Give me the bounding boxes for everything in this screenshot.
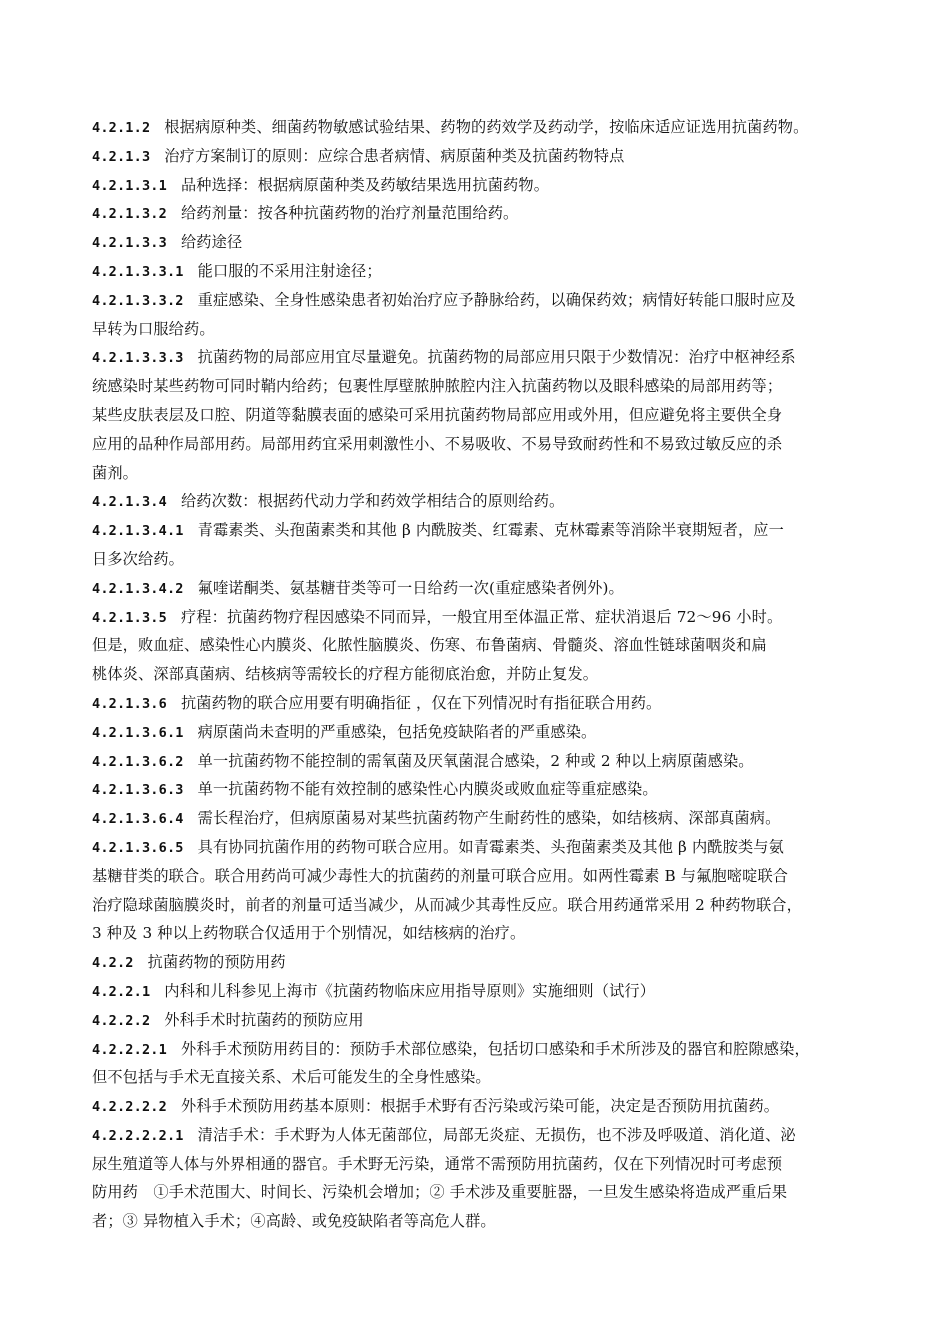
- line-text: 重症感染、全身性感染患者初始治疗应予静脉给药，以确保药效；病情好转能口服时应及: [197, 290, 796, 309]
- text-line: [92, 1006, 872, 1035]
- document-body: [92, 113, 872, 1236]
- line-text: 基糖苷类的联合。联合用药尚可减少毒性大的抗菌药的剂量可联合应用。如两性霉素 B 与氟胞嘧啶联合: [92, 866, 789, 885]
- line-text: 抗菌药物的局部应用宜尽量避免。抗菌药物的局部应用只限于少数情况：治疗中枢神经系: [197, 348, 796, 367]
- text-line: [92, 891, 872, 920]
- line-text: 外科手术预防用药基本原则：根据手术野有否污染或污染可能，决定是否预防用抗菌药。: [180, 1097, 780, 1116]
- text-line: [92, 862, 872, 891]
- line-text: 但是，败血症、感染性心内膜炎、化脓性脑膜炎、伤寒、布鲁菌病、骨髓炎、溶血性链球菌咽炎和扁: [92, 636, 767, 655]
- line-text: 氟喹诺酮类、氨基糖苷类等可一日给药一次(重症感染者例外)。: [197, 578, 624, 597]
- line-text: 日多次给药。: [92, 549, 185, 568]
- section-number: 4.2.1.3.4.2: [92, 580, 184, 597]
- text-line: [92, 286, 872, 315]
- line-text: 给药次数：根据药代动力学和药效学相结合的原则给药。: [180, 492, 565, 511]
- line-text: 桃体炎、深部真菌病、结核病等需较长的疗程方能彻底治愈，并防止复发。: [92, 665, 599, 684]
- section-number: 4.2.1.3.6.3: [92, 782, 184, 799]
- text-line: [92, 919, 872, 948]
- section-number: 4.2.1.3.6.4: [92, 811, 184, 828]
- line-text: 需长程治疗，但病原菌易对某些抗菌药物产生耐药性的感染，如结核病、深部真菌病。: [197, 809, 781, 828]
- text-line: [92, 372, 872, 401]
- line-text: 尿生殖道等人体与外界相通的器官。手术野无污染，通常不需预防用抗菌药，仅在下列情况时可考虑预: [92, 1154, 783, 1173]
- line-text: 菌剂。: [92, 463, 139, 482]
- line-text: 疗程：抗菌药物疗程因感染不同而异，一般宜用至体温正常、症状消退后 72～96 小时。: [180, 607, 783, 626]
- text-line: [92, 228, 872, 257]
- line-text: 治疗方案制订的原则：应综合患者病情、病原菌种类及抗菌药物特点: [164, 146, 625, 165]
- text-line: [92, 1178, 872, 1207]
- text-line: [92, 631, 872, 660]
- line-text: 给药途径: [180, 233, 243, 252]
- text-line: [92, 545, 872, 574]
- section-number: 4.2.1.3.4.1: [92, 523, 184, 540]
- text-line: [92, 257, 872, 286]
- section-number: 4.2.1.3.3.1: [92, 263, 184, 280]
- text-line: [92, 689, 872, 718]
- line-text: 者；③ 异物植入手术；④高龄、或免疫缺陷者等高危人群。: [92, 1212, 496, 1231]
- text-line: [92, 113, 872, 142]
- text-line: [92, 516, 872, 545]
- section-number: 4.2.1.3.3.2: [92, 292, 184, 309]
- line-text: 具有协同抗菌作用的药物可联合应用。如青霉素类、头孢菌素类及其他 β 内酰胺类与氨: [197, 837, 784, 856]
- section-number: 4.2.1.3: [92, 148, 151, 165]
- text-line: [92, 1207, 872, 1236]
- section-number: 4.2.2.2: [92, 1012, 151, 1029]
- section-number: 4.2.1.3.6.2: [92, 753, 184, 770]
- line-text: 单一抗菌药物不能有效控制的感染性心内膜炎或败血症等重症感染。: [197, 780, 658, 799]
- line-text: 统感染时某些药物可同时鞘内给药；包裹性厚壁脓肿脓腔内注入抗菌药物以及眼科感染的局部用药等；: [92, 377, 783, 396]
- section-number: 4.2.1.3.6.5: [92, 839, 184, 856]
- text-line: [92, 804, 872, 833]
- line-text: 早转为口服给药。: [92, 319, 215, 338]
- text-line: [92, 459, 872, 488]
- section-number: 4.2.2.2.2: [92, 1099, 167, 1116]
- text-line: [92, 574, 872, 603]
- section-number: 4.2.2: [92, 955, 134, 972]
- text-line: [92, 1063, 872, 1092]
- line-text: 青霉素类、头孢菌素类和其他 β 内酰胺类、红霉素、克林霉素等消除半衰期短者，应一: [197, 521, 784, 540]
- section-number: 4.2.2.1: [92, 983, 151, 1000]
- section-number: 4.2.1.3.3: [92, 235, 167, 252]
- text-line: [92, 948, 872, 977]
- section-number: 4.2.2.2.2.1: [92, 1127, 184, 1144]
- text-line: [92, 660, 872, 689]
- section-number: 4.2.1.3.6.1: [92, 724, 184, 741]
- line-text: 抗菌药物的联合应用要有明确指征 ，仅在下列情况时有指征联合用药。: [180, 693, 662, 712]
- text-line: [92, 1092, 872, 1121]
- line-text: 清洁手术：手术野为人体无菌部位，局部无炎症、无损伤，也不涉及呼吸道、消化道、泌: [197, 1125, 796, 1144]
- text-line: [92, 315, 872, 344]
- text-line: [92, 833, 872, 862]
- text-line: [92, 343, 872, 372]
- line-text: 病原菌尚未查明的严重感染，包括免疫缺陷者的严重感染。: [197, 722, 597, 741]
- line-text: 但不包括与手术无直接关系、术后可能发生的全身性感染。: [92, 1068, 491, 1087]
- line-text: 根据病原种类、细菌药物敏感试验结果、药物的药效学及药动学，按临床适应证选用抗菌药物。: [164, 118, 809, 136]
- text-line: [92, 142, 872, 171]
- text-line: [92, 1035, 872, 1064]
- line-text: 能口服的不采用注射途径；: [197, 261, 382, 280]
- line-text: 外科手术预防用药目的：预防手术部位感染，包括切口感染和手术所涉及的器官和腔隙感染，: [180, 1039, 810, 1058]
- text-line: [92, 430, 872, 459]
- text-line: [92, 603, 872, 632]
- section-number: 4.2.1.3.6: [92, 695, 167, 712]
- line-text: 治疗隐球菌脑膜炎时，前者的剂量可适当减少，从而减少其毒性反应。联合用药通常采用 2 种药物联合，: [92, 895, 802, 914]
- text-line: [92, 718, 872, 747]
- section-number: 4.2.1.3.1: [92, 177, 167, 194]
- text-line: [92, 487, 872, 516]
- line-text: 抗菌药物的预防用药: [147, 953, 286, 972]
- text-line: [92, 775, 872, 804]
- section-number: 4.2.1.3.2: [92, 206, 167, 223]
- text-line: [92, 171, 872, 200]
- text-line: [92, 1150, 872, 1179]
- section-number: 4.2.2.2.1: [92, 1041, 167, 1058]
- text-line: [92, 1121, 872, 1150]
- line-text: 内科和儿科参见上海市《抗菌药物临床应用指导原则》实施细则（试行）: [164, 981, 656, 1000]
- section-number: 4.2.1.3.3.3: [92, 350, 184, 367]
- text-line: [92, 747, 872, 776]
- section-number: 4.2.1.2: [92, 120, 151, 136]
- line-text: 3 种及 3 种以上药物联合仅适用于个别情况，如结核病的治疗。: [92, 924, 526, 943]
- text-line: [92, 401, 872, 430]
- section-number: 4.2.1.3.4: [92, 494, 167, 511]
- line-text: 应用的品种作局部用药。局部用药宜采用刺激性小、不易吸收、不易导致耐药性和不易致过敏反应的杀: [92, 434, 783, 453]
- line-text: 防用药 ①手术范围大、时间长、污染机会增加；② 手术涉及重要脏器，一旦发生感染将造成严重后果: [92, 1183, 788, 1202]
- text-line: [92, 199, 872, 228]
- line-text: 某些皮肤表层及口腔、阴道等黏膜表面的感染可采用抗菌药物局部应用或外用，但应避免将主要供全身: [92, 405, 783, 424]
- line-text: 单一抗菌药物不能控制的需氧菌及厌氧菌混合感染，2 种或 2 种以上病原菌感染。: [197, 751, 754, 770]
- line-text: 给药剂量：按各种抗菌药物的治疗剂量范围给药。: [180, 204, 519, 223]
- line-text: 外科手术时抗菌药的预防应用: [164, 1010, 364, 1029]
- text-line: [92, 977, 872, 1006]
- section-number: 4.2.1.3.5: [92, 609, 167, 626]
- line-text: 品种选择：根据病原菌种类及药敏结果选用抗菌药物。: [180, 175, 550, 194]
